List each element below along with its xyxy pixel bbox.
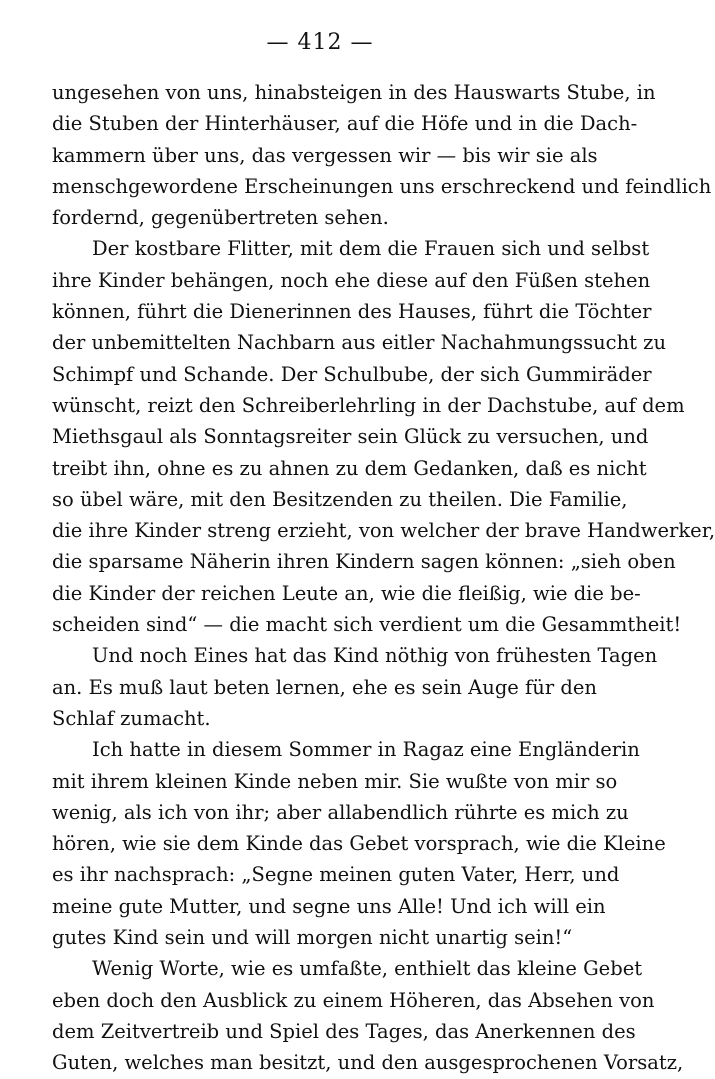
text-line: es ihr nachsprach: „Segne meinen guten Vater, Herr, und — [52, 863, 620, 887]
text-line: scheiden sind“ — die macht sich verdient um die Gesammtheit! — [52, 613, 682, 637]
text-line: die Kinder der reichen Leute an, wie die fleißig, wie die be- — [52, 581, 641, 605]
text-line: dem Zeitvertreib und Spiel des Tages, das Anerkennen des — [52, 1019, 636, 1043]
text-line: Guten, welches man besitzt, und den ausgesprochenen Vorsatz, — [52, 1051, 684, 1075]
text-line: meine gute Mutter, und segne uns Alle! Und ich will ein — [52, 894, 606, 918]
text-line: wenig, als ich von ihr; aber allabendlich rührte es mich zu — [52, 800, 629, 824]
text-line: kammern über uns, das vergessen wir — bis wir sie als — [52, 143, 598, 167]
text-line: an. Es muß laut beten lernen, ehe es sein Auge für den — [52, 675, 597, 699]
text-line: Wenig Worte, wie es umfaßte, enthielt das kleine Gebet — [92, 957, 643, 981]
text-line: Der kostbare Flitter, mit dem die Frauen sich und selbst — [92, 237, 650, 261]
text-line: eben doch den Ausblick zu einem Höheren, das Absehen von — [52, 988, 655, 1012]
text-line: fordernd, gegenübertreten sehen. — [52, 206, 389, 230]
text-line: ungesehen von uns, hinabsteigen in des Hauswarts Stube, in — [52, 81, 656, 104]
text-line: treibt ihn, ohne es zu ahnen zu dem Gedanken, daß es nicht — [52, 456, 647, 480]
text-line: der unbemittelten Nachbarn aus eitler Nachahmungssucht zu — [52, 331, 667, 355]
text-line: Schlaf zumacht. — [52, 706, 211, 730]
text-line: wünscht, reizt den Schreiberlehrling in der Dachstube, auf dem — [52, 393, 685, 417]
text-line: Schimpf und Schande. Der Schulbube, der sich Gummiräder — [52, 362, 652, 386]
page-number: — 412 — — [266, 30, 374, 55]
text-line: die ihre Kinder streng erzieht, von welcher der brave Handwerker, — [52, 519, 715, 543]
text-line: so übel wäre, mit den Besitzenden zu theilen. Die Familie, — [52, 487, 628, 511]
text-line: die Stuben der Hinterhäuser, auf die Höfe und in die Dach- — [52, 112, 638, 136]
text-line: ihre Kinder behängen, noch ehe diese auf den Füßen stehen — [52, 268, 651, 292]
text-line: gutes Kind sein und will morgen nicht unartig sein!“ — [52, 926, 573, 950]
text-line: Ich hatte in diesem Sommer in Ragaz eine Engländerin — [92, 738, 640, 762]
text-line: Miethsgaul als Sonntagsreiter sein Glück zu versuchen, und — [52, 425, 649, 449]
text-line: menschgewordene Erscheinungen uns erschreckend und feindlich — [52, 174, 712, 198]
text-line: können, führt die Dienerinnen des Hauses, führt die Töchter — [52, 300, 652, 324]
body-text — [52, 77, 715, 1079]
text-line: Und noch Eines hat das Kind nöthig von frühesten Tagen — [92, 644, 658, 668]
text-line: hören, wie sie dem Kinde das Gebet vorsprach, wie die Kleine — [52, 832, 666, 856]
text-line: mit ihrem kleinen Kinde neben mir. Sie wußte von mir so — [52, 769, 618, 793]
text-line: die sparsame Näherin ihren Kindern sagen können: „sieh oben — [52, 550, 676, 574]
